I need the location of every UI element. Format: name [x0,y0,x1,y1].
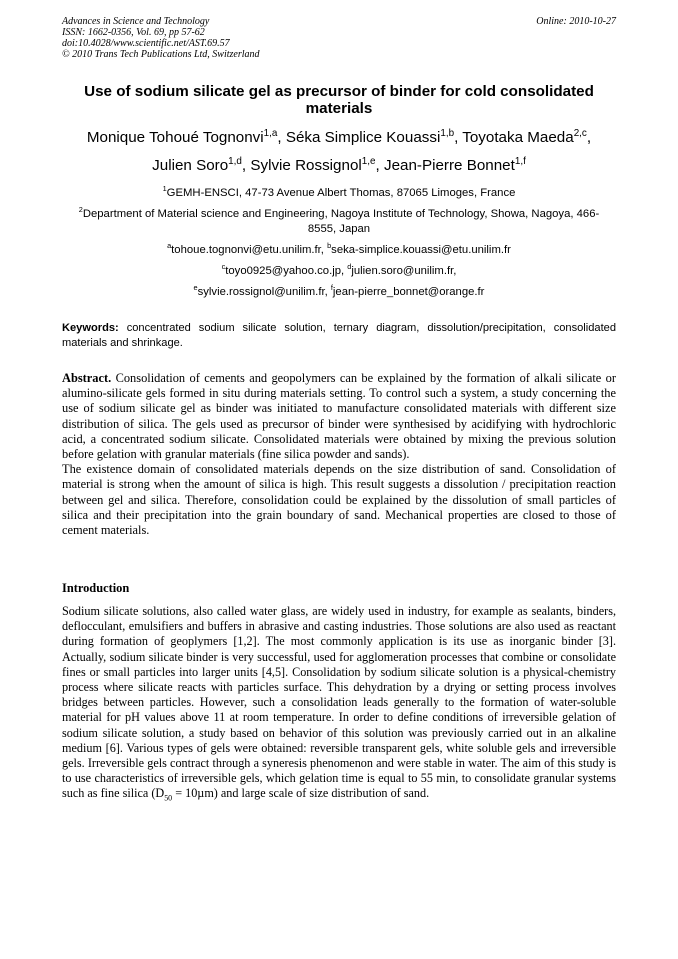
author-4: Julien Soro$^{1,d}$, [152,155,251,174]
keywords-text: concentrated sodium silicate solution, ternary diagram, dissolution/precipitation, consolidated materials and shrinkage. [62,322,616,349]
abstract-label: Abstract. [62,371,112,385]
abstract-paragraph-2: The existence domain of consolidated materials depends on the size distribution of sand. Consolidation of material is strong when the amount of silica is high. This result suggests a dissolution / precipitation reaction between gel and silica. Therefore, consolidation could be explained by the dissolution of small particles of silica and their precipitation into the grain boundary of sand. Mechanical properties are closed to those of cement materials. [62,462,616,538]
keywords-label: Keywords: [62,322,119,334]
email-f[interactable]: jean-pierre_bonnet@orange.fr [332,286,485,298]
email-b[interactable]: seka-simplice.kouassi@etu.unilim.fr [331,244,511,256]
doi: doi:10.4028/www.scientific.net/AST.69.57 [62,38,230,49]
copyright: © 2010 Trans Tech Publications Ltd, Switzerland [62,49,260,60]
introduction-paragraph: Sodium silicate solutions, also called water glass, are widely used in industry, for example as sealants, binders, deflocculant, emulsifiers and buffers in abrasive and casting industries. Those solutions are also used as reactant during formation of geoplymers [1,2]. The most commonly application is its use as inorganic binder [3]. Actually, sodium silicate binder is very successful, used for agglomeration processes that combine or consolidate fines or small particles into larger units [4,5]. Consolidation by sodium silicate solution is a physical-chemistry process where silicate reacts with particles surface. This dehydration by a drying or setting process involves bridges between particles. However, such a consolidation leads generally to the formation of water-soluble material for pH values above 11 at room temperature. In order to define conditions of irreversible gelation of sodium silicate solution, a study based on behavior of this solution was previously carried out in an alkaline medium [6]. Various types of gels were obtained: reversible transparent gels, white soluble gels and irreversible gels. Irreversible gels contract through a syneresis phenomenon and were stable in water. The aim of this study is to use characteristics of irreversible gels, which gelation time is equal to 55 min, to consolidate granular systems such as fine silica $(D_{50} = 10\mu m)$ and large scale of size distribution of sand. [62,604,616,803]
keywords [62,321,616,350]
email-line-3: $^e$sylvie.rossignol@unilim.fr, $^f$jean-pierre_bonnet@orange.fr [193,283,485,298]
abstract-paragraph-1: Abstract. Consolidation of cements and geopolymers can be explained by the formation of alkali silicate or alumino-silicate gels formed in situ during materials setting. To control such a system, a study concerning the use of sodium silicate gel as binder was initiated to manufacture consolidated materials with different size distribution of silica. The gels used as precursor of binder were synthesised by acidifying with hydrochloric acid, a concentrated sodium silicate. Consolidated materials were obtained by mixing the previous solution before gelation with granular materials (fine silica powder and sands). [62,371,616,462]
author-3: Toyotaka Maeda$^{2,c}$, [462,127,592,146]
abstract [62,371,616,538]
email-d[interactable]: julien.soro@unilim.fr, [351,265,457,277]
email-line-1: $^a$tohoue.tognonvi@etu.unilim.fr, $^b$seka-simplice.kouassi@etu.unilim.fr [167,241,511,256]
email-e[interactable]: sylvie.rossignol@unilim.fr, [197,286,331,298]
journal-name: Advances in Science and Technology [62,16,210,27]
online-date: Online: 2010-10-27 [536,16,616,27]
email-c[interactable]: toyo0925@yahoo.co.jp, [225,265,348,277]
running-header [62,16,616,60]
author-5: Sylvie Rossignol$^{1,e}$, [250,155,384,174]
issn: ISSN: 1662-0356, Vol. 69, pp 57-62 [62,27,205,38]
author-1: Monique Tohoué Tognonvi$^{1,a}$, [86,127,286,146]
paper-title: Use of sodium silicate gel as precursor of binder for cold consolidated materials [84,83,594,117]
affiliation-2: $^2$Department of Material science and Engineering, Nagoya Institute of Technology, Showa, Nagoya, 466-8555, Japan [78,205,600,235]
email-a[interactable]: tohoue.tognonvi@etu.unilim.fr, [171,244,328,256]
email-line-2: $^c$toyo0925@yahoo.co.jp, $^d$julien.soro@unilim.fr, [221,262,457,277]
author-6: Jean-Pierre Bonnet$^{1,f}$ [383,155,526,174]
author-list [50,124,628,180]
introduction-heading: Introduction [62,581,130,595]
affiliation-1: $^1$GEMH-ENSCI, 47-73 Avenue Albert Thomas, 87065 Limoges, France [162,184,516,199]
introduction-body [62,604,616,802]
author-2: Séka Simplice Kouassi$^{1,b}$, [285,127,463,146]
